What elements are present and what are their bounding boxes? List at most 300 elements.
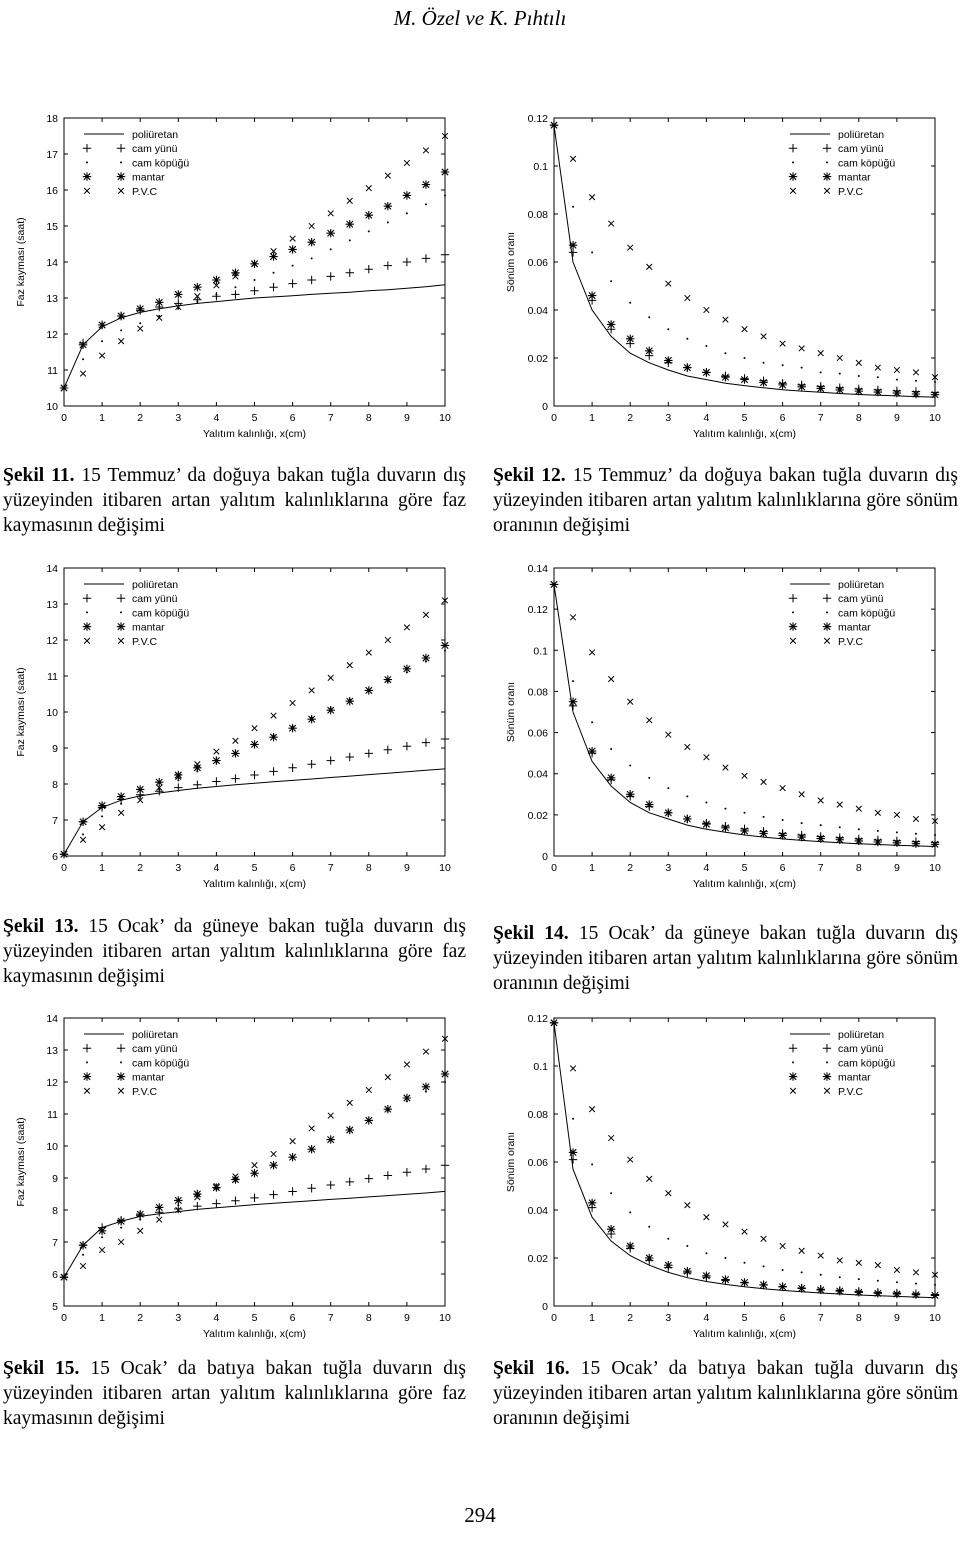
data-point (99, 353, 105, 359)
data-point (912, 839, 920, 847)
x-tick-label: 6 (289, 862, 296, 874)
data-point (569, 241, 577, 249)
y-tick-label: 0 (542, 851, 548, 863)
y-tick-label: 0.06 (527, 257, 548, 269)
x-tick-label: 5 (251, 862, 258, 874)
x-tick-label: 8 (365, 412, 372, 424)
legend-marker (789, 172, 797, 180)
caption-sekil-16 (493, 1356, 958, 1431)
data-point (330, 248, 332, 250)
data-point (136, 785, 144, 793)
x-tick-label: 6 (289, 1312, 296, 1324)
y-tick-label: 12 (46, 635, 58, 647)
data-point (610, 748, 612, 750)
data-point (629, 302, 631, 304)
x-axis-label: Yalıtım kalınlığı, x(cm) (692, 1328, 797, 1340)
legend-marker (823, 1072, 831, 1080)
legend-marker (83, 172, 91, 180)
legend-label: mantar (132, 621, 165, 634)
data-point (155, 1203, 163, 1211)
y-axis-label: Sönüm oranı (505, 231, 517, 293)
data-point (441, 735, 449, 743)
legend (80, 1024, 210, 1116)
data-point (780, 785, 786, 791)
legend-marker (792, 161, 794, 163)
x-tick-label: 2 (137, 862, 144, 874)
data-point (646, 264, 652, 270)
data-point (117, 312, 125, 320)
x-tick-label: 8 (855, 862, 862, 874)
y-tick-label: 9 (52, 743, 58, 755)
caption-sekil-14 (493, 921, 958, 996)
data-point (607, 320, 615, 328)
data-point (307, 1184, 315, 1192)
x-tick-label: 0 (61, 862, 67, 874)
data-point (608, 1135, 614, 1141)
data-point (385, 1074, 391, 1080)
legend-label: cam yünü (838, 593, 884, 606)
y-tick-label: 0.12 (527, 113, 548, 125)
data-point (645, 1254, 653, 1262)
data-point (346, 1178, 354, 1186)
data-point (721, 824, 729, 832)
data-point (759, 378, 767, 386)
y-tick-label: 13 (46, 1045, 58, 1057)
legend-label: P.V.C (132, 185, 158, 198)
data-point (328, 1113, 334, 1119)
data-point (626, 335, 634, 343)
legend-label: cam yünü (132, 593, 178, 606)
x-tick-label: 2 (627, 1312, 634, 1324)
data-point (839, 826, 841, 828)
data-point (269, 733, 277, 741)
data-point (817, 1286, 825, 1294)
data-point (724, 352, 726, 354)
data-point (307, 1145, 315, 1153)
data-point (422, 254, 430, 262)
data-point (610, 280, 612, 282)
caption-label: Şekil 11. (3, 465, 75, 486)
data-point (425, 203, 427, 205)
y-tick-label: 0.08 (527, 209, 548, 221)
caption-label: Şekil 15. (3, 1358, 80, 1379)
x-tick-label: 1 (589, 862, 596, 874)
data-point (797, 383, 805, 391)
data-point (913, 1270, 919, 1276)
data-point (702, 1272, 710, 1280)
x-tick-label: 0 (61, 1312, 67, 1324)
data-point (797, 833, 805, 841)
data-point (118, 338, 124, 344)
data-point (855, 837, 863, 845)
data-point (782, 364, 784, 366)
data-point (328, 211, 334, 217)
data-point (723, 765, 729, 771)
data-point (347, 662, 353, 668)
legend-marker (86, 1061, 88, 1063)
data-point (648, 316, 650, 318)
data-point (292, 265, 294, 267)
x-tick-label: 9 (893, 862, 900, 874)
caption-text: 15 Ocak’ da güneye bakan tuğla duvarın dış yüzeyinden itibaren artan yalıtım kalınlıklarına göre sönüm oranının değişimi (493, 923, 959, 994)
data-point (799, 1248, 805, 1254)
data-point (744, 812, 746, 814)
data-point (366, 185, 372, 191)
y-tick-label: 0 (542, 1301, 548, 1313)
data-point (817, 834, 825, 842)
data-point (896, 379, 898, 381)
x-tick-label: 5 (741, 1312, 748, 1324)
data-point (855, 1288, 863, 1296)
data-point (234, 286, 236, 288)
y-tick-label: 13 (46, 599, 58, 611)
data-point (648, 777, 650, 779)
data-point (250, 771, 258, 779)
data-point (290, 1138, 296, 1144)
data-point (346, 269, 354, 277)
data-point (311, 257, 313, 259)
x-tick-label: 2 (137, 1312, 144, 1324)
data-point (346, 220, 354, 228)
data-point (608, 221, 614, 227)
data-point (155, 298, 163, 306)
data-point (686, 1245, 688, 1247)
data-point (422, 1165, 430, 1173)
data-point (704, 1214, 710, 1220)
data-point (875, 365, 881, 371)
data-point (608, 676, 614, 682)
data-point (664, 809, 672, 817)
data-point (723, 1222, 729, 1228)
data-point (327, 756, 335, 764)
data-point (799, 791, 805, 797)
data-point (607, 774, 615, 782)
data-point (629, 1211, 631, 1213)
x-tick-label: 5 (741, 412, 748, 424)
legend-marker (117, 172, 125, 180)
data-point (837, 802, 843, 808)
data-point (683, 1267, 691, 1275)
data-point (724, 1257, 726, 1259)
y-tick-label: 0.06 (527, 727, 548, 740)
data-point (423, 1049, 429, 1055)
x-tick-label: 6 (779, 412, 786, 424)
data-point (874, 1289, 882, 1297)
legend-label: cam köpüğü (838, 157, 896, 170)
caption-text: 15 Ocak’ da batıya bakan tuğla duvarın dış yüzeyinden itibaren artan yalıtım kalınlıklarına göre faz kaymasının değişimi (3, 1358, 467, 1429)
y-tick-label: 17 (46, 149, 58, 161)
data-point (569, 248, 577, 256)
legend-label: cam yünü (838, 143, 884, 156)
data-point (837, 355, 843, 361)
data-point (444, 1081, 446, 1083)
legend-label: P.V.C (838, 635, 864, 648)
data-point (782, 819, 784, 821)
data-point (915, 1283, 917, 1285)
data-point (79, 818, 87, 826)
y-tick-label: 13 (46, 293, 58, 305)
data-point (856, 806, 862, 812)
x-tick-label: 10 (929, 862, 941, 874)
data-point (588, 1199, 596, 1207)
series-line (64, 285, 445, 388)
data-point (780, 1243, 786, 1249)
chart-svg (0, 1010, 465, 1340)
data-point (288, 279, 296, 287)
caption-text: 15 Temmuz’ da doğuya bakan tuğla duvarın dış yüzeyinden itibaren artan yalıtım kalınlıklarına göre sönüm oranının değişimi (493, 465, 958, 536)
chart-svg (0, 560, 465, 890)
data-point (626, 1242, 634, 1250)
data-point (307, 238, 315, 246)
data-point (915, 833, 917, 835)
data-point (705, 802, 707, 804)
data-point (801, 822, 803, 824)
data-point (893, 389, 901, 397)
data-point (346, 753, 354, 761)
data-point (384, 202, 392, 210)
data-point (101, 340, 103, 342)
x-tick-label: 1 (99, 862, 106, 874)
y-tick-label: 14 (46, 257, 58, 269)
data-point (799, 346, 805, 352)
data-point (231, 749, 239, 757)
data-point (404, 1062, 410, 1068)
caption-sekil-13 (3, 914, 466, 989)
data-point (667, 787, 669, 789)
chart-svg (490, 110, 955, 440)
data-point (570, 615, 576, 621)
data-point (664, 356, 672, 364)
data-point (307, 715, 315, 723)
legend-marker (117, 622, 125, 630)
data-point (384, 1171, 392, 1179)
data-point (858, 828, 860, 830)
x-tick-label: 9 (893, 412, 900, 424)
x-tick-label: 7 (327, 412, 334, 424)
data-point (820, 1274, 822, 1276)
x-tick-label: 7 (817, 862, 824, 874)
legend-marker (83, 622, 91, 630)
legend-marker (789, 1072, 797, 1080)
y-axis-label: Faz kayması (saat) (15, 217, 27, 307)
data-point (723, 317, 729, 323)
data-point (666, 281, 672, 287)
legend-marker (789, 622, 797, 630)
data-point (368, 230, 370, 232)
legend-marker (120, 161, 122, 163)
data-point (666, 1190, 672, 1196)
data-point (384, 1105, 392, 1113)
data-point (627, 699, 633, 705)
data-point (874, 838, 882, 846)
data-point (778, 1283, 786, 1291)
data-point (894, 812, 900, 818)
data-point (136, 1210, 144, 1218)
data-point (666, 732, 672, 738)
data-point (591, 1163, 593, 1165)
data-point (80, 1263, 86, 1269)
data-point (818, 350, 824, 356)
legend (786, 574, 916, 666)
data-point (215, 293, 217, 295)
data-point (79, 341, 87, 349)
x-tick-label: 10 (439, 1312, 451, 1324)
data-point (99, 1247, 105, 1253)
data-point (724, 808, 726, 810)
data-point (934, 381, 936, 383)
data-point (365, 265, 373, 273)
y-axis-label: Faz kayması (saat) (15, 667, 27, 757)
data-point (607, 1225, 615, 1233)
data-point (915, 380, 917, 382)
data-point (818, 1253, 824, 1259)
data-point (759, 1281, 767, 1289)
data-point (177, 779, 179, 781)
x-tick-label: 4 (213, 862, 220, 874)
data-point (403, 1168, 411, 1176)
data-point (664, 1261, 672, 1269)
legend (80, 574, 210, 666)
legend-label: poliüretan (132, 129, 179, 141)
data-point (570, 1066, 576, 1072)
data-point (934, 834, 936, 836)
legend-label: poliüretan (838, 579, 885, 591)
data-point (645, 347, 653, 355)
data-point (82, 1254, 84, 1256)
legend-label: P.V.C (132, 635, 158, 648)
data-point (441, 251, 449, 259)
data-point (667, 1238, 669, 1240)
data-point (252, 1162, 258, 1168)
x-tick-label: 8 (855, 1312, 862, 1324)
y-axis-label: Sönüm oranı (505, 681, 517, 743)
data-point (817, 384, 825, 392)
y-tick-label: 15 (46, 221, 58, 233)
x-tick-label: 9 (403, 412, 410, 424)
data-point (98, 801, 106, 809)
data-point (778, 381, 786, 389)
data-point (385, 637, 391, 643)
data-point (685, 295, 691, 301)
x-tick-label: 1 (99, 412, 106, 424)
y-tick-label: 0.1 (533, 161, 548, 173)
data-point (231, 774, 239, 782)
data-point (778, 831, 786, 839)
y-tick-label: 12 (46, 1077, 58, 1089)
legend-marker (826, 161, 828, 163)
data-point (365, 211, 373, 219)
legend-marker (83, 1072, 91, 1080)
data-point (685, 744, 691, 750)
data-point (347, 198, 353, 204)
data-point (646, 717, 652, 723)
data-point (174, 771, 182, 779)
caption-text: 15 Ocak’ da batıya bakan tuğla duvarın dış yüzeyinden itibaren artan yalıtım kalınlıklarına göre sönüm oranının değişimi (493, 1358, 958, 1429)
x-tick-label: 6 (779, 862, 786, 874)
y-tick-label: 9 (52, 1173, 58, 1185)
x-tick-label: 9 (403, 1312, 410, 1324)
data-point (740, 1278, 748, 1286)
data-point (702, 368, 710, 376)
x-axis-label: Yalıtım kalınlığı, x(cm) (692, 878, 797, 890)
x-axis-label: Yalıtım kalınlığı, x(cm) (202, 428, 307, 440)
data-point (327, 1181, 335, 1189)
caption-sekil-12 (493, 463, 958, 538)
data-point (629, 764, 631, 766)
x-tick-label: 0 (551, 412, 557, 424)
y-tick-label: 0.1 (533, 645, 548, 658)
data-point (82, 833, 84, 835)
data-point (763, 1265, 765, 1267)
y-tick-label: 6 (52, 851, 58, 863)
data-point (403, 665, 411, 673)
legend-label: cam köpüğü (132, 157, 190, 170)
x-tick-label: 10 (439, 412, 451, 424)
data-point (406, 212, 408, 214)
y-tick-label: 0 (542, 401, 548, 413)
x-tick-label: 5 (741, 862, 748, 874)
x-tick-label: 3 (665, 862, 672, 874)
data-point (744, 1262, 746, 1264)
y-tick-label: 0.04 (527, 768, 548, 781)
data-point (288, 245, 296, 253)
y-tick-label: 0.08 (527, 686, 548, 699)
data-point (894, 367, 900, 373)
data-point (117, 1217, 125, 1225)
legend-label: cam yünü (132, 143, 178, 156)
data-point (818, 798, 824, 804)
data-point (912, 390, 920, 398)
data-point (704, 307, 710, 313)
data-point (290, 700, 296, 706)
data-point (196, 301, 198, 303)
caption-text: 15 Temmuz’ da doğuya bakan tuğla duvarın dış yüzeyinden itibaren artan yalıtım kalınlıklarına göre faz kaymasının değişimi (3, 465, 467, 536)
data-point (99, 824, 105, 830)
legend-marker (826, 611, 828, 613)
x-tick-label: 5 (251, 1312, 258, 1324)
x-tick-label: 1 (99, 1312, 106, 1324)
data-point (569, 1148, 577, 1156)
data-point (896, 1281, 898, 1283)
data-point (721, 373, 729, 381)
legend-label: cam yünü (838, 1043, 884, 1056)
y-tick-label: 6 (52, 1269, 58, 1281)
data-point (288, 1187, 296, 1195)
x-tick-label: 4 (703, 412, 710, 424)
x-tick-label: 8 (855, 412, 862, 424)
data-point (782, 1269, 784, 1271)
data-point (912, 1291, 920, 1299)
data-point (742, 1229, 748, 1235)
data-point (591, 251, 593, 253)
data-point (139, 796, 141, 798)
data-point (572, 1118, 574, 1120)
data-point (403, 1094, 411, 1102)
data-point (307, 276, 315, 284)
chart-sekil-11 (0, 110, 465, 440)
legend-label: P.V.C (132, 1085, 158, 1098)
x-tick-label: 4 (703, 862, 710, 874)
data-point (250, 740, 258, 748)
legend-label: poliüretan (838, 1029, 885, 1041)
y-tick-label: 0.02 (527, 353, 548, 365)
x-tick-label: 4 (213, 1312, 220, 1324)
data-point (120, 803, 122, 805)
x-tick-label: 7 (817, 1312, 824, 1324)
legend-marker (117, 1072, 125, 1080)
data-point (894, 1267, 900, 1273)
data-point (327, 706, 335, 714)
